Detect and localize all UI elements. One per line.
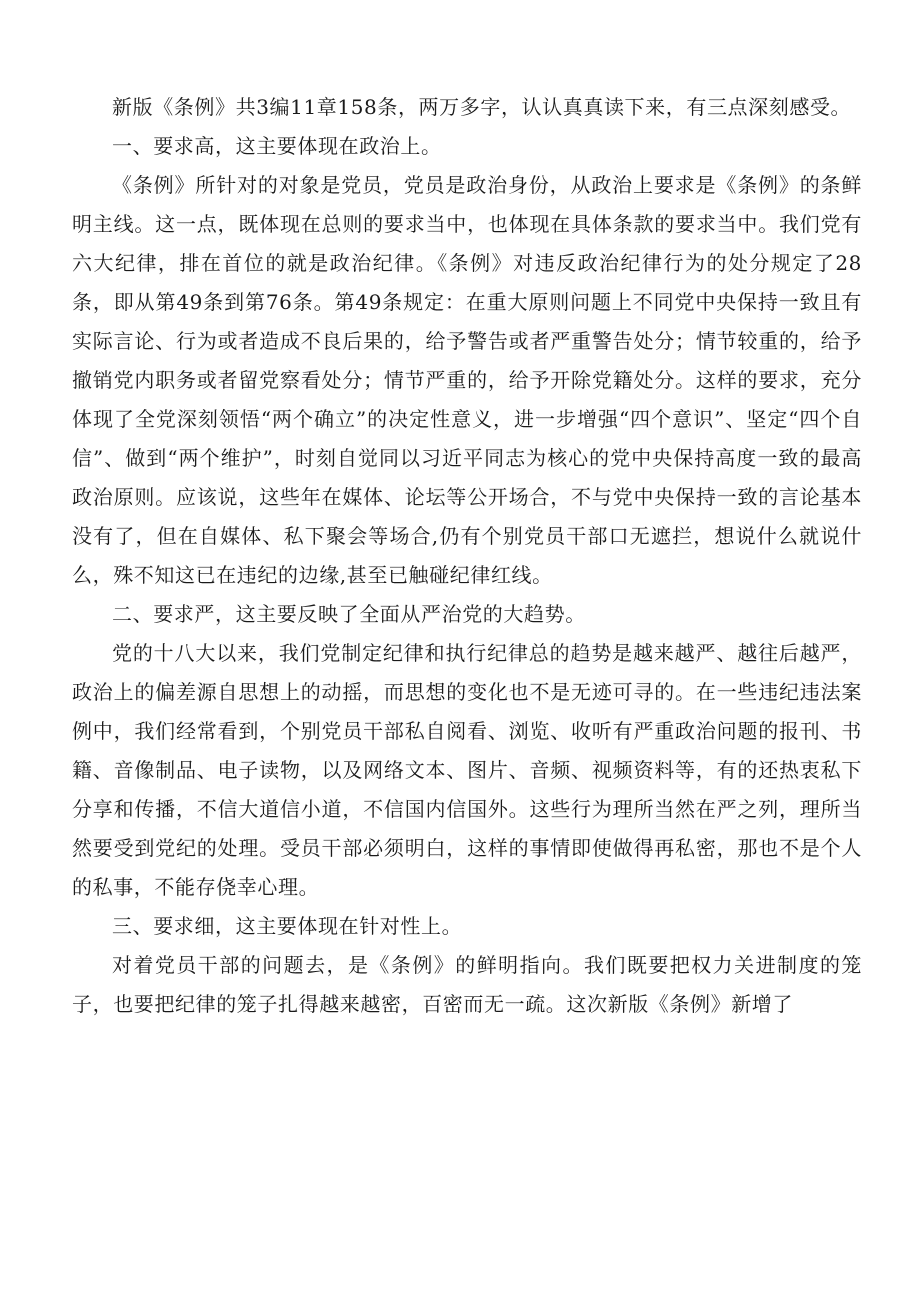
section-heading-1: 一、要求高，这主要体现在政治上。 bbox=[112, 134, 442, 158]
document-page bbox=[72, 88, 862, 1024]
section-body-1: 《条例》所针对的对象是党员，党员是政治身份，从政治上要求是《条例》的条鲜明主线。这一点，既体现在总则的要求当中，也体现在具体条款的要求当中。我们党有六大纪律，排在首位的就是政治纪律。《条例》对违反政治纪律行为的处分规定了28条，即从第49条到第76条。第49条规定：在重大原则问题上不同党中央保持一致且有实际言论、行为或者造成不良后果的，给予警告或者严重警告处分；情节较重的，给予撤销党内职务或者留党察看处分；情节严重的，给予开除党籍处分。这样的要求，充分体现了全党深刻领悟“两个确立”的决定性意义，进一步增强“四个意识”、坚定“四个自信”、做到“两个维护”，时刻自觉同以习近平同志为核心的党中央保持高度一致的最高政治原则。应该说，这些年在媒体、论坛等公开场合，不与党中央保持一致的言论基本没有了，但在自媒体、私下聚会等场合,仍有个别党员干部口无遮拦，想说什么就说什么，殊不知这已在违纪的边缘,甚至已触碰纪律红线。 bbox=[72, 173, 862, 587]
section-body-3: 对着党员干部的问题去，是《条例》的鲜明指向。我们既要把权力关进制度的笼子，也要把纪律的笼子扎得越来越密，百密而无一疏。这次新版《条例》新增了 bbox=[72, 953, 862, 1016]
section-heading-2: 二、要求严，这主要反映了全面从严治党的大趋势。 bbox=[112, 602, 586, 626]
section-heading-3: 三、要求细，这主要体现在针对性上。 bbox=[112, 914, 463, 938]
section-body-2: 党的十八大以来，我们党制定纪律和执行纪律总的趋势是越来越严、越往后越严，政治上的偏差源自思想上的动摇，而思想的变化也不是无迹可寻的。在一些违纪违法案例中，我们经常看到，个别党员干部私自阅看、浏览、收听有严重政治问题的报刊、书籍、音像制品、电子读物，以及网络文本、图片、音频、视频资料等，有的还热衷私下分享和传播，不信大道信小道，不信国内信国外。这些行为理所当然在严之列，理所当然要受到党纪的处理。受员干部必须明白，这样的事情即使做得再私密，那也不是个人的私事，不能存侥幸心理。 bbox=[72, 641, 862, 899]
intro-paragraph: 新版《条例》共3编11章158条，两万多字，认认真真读下来，有三点深刻感受。 bbox=[112, 95, 852, 119]
